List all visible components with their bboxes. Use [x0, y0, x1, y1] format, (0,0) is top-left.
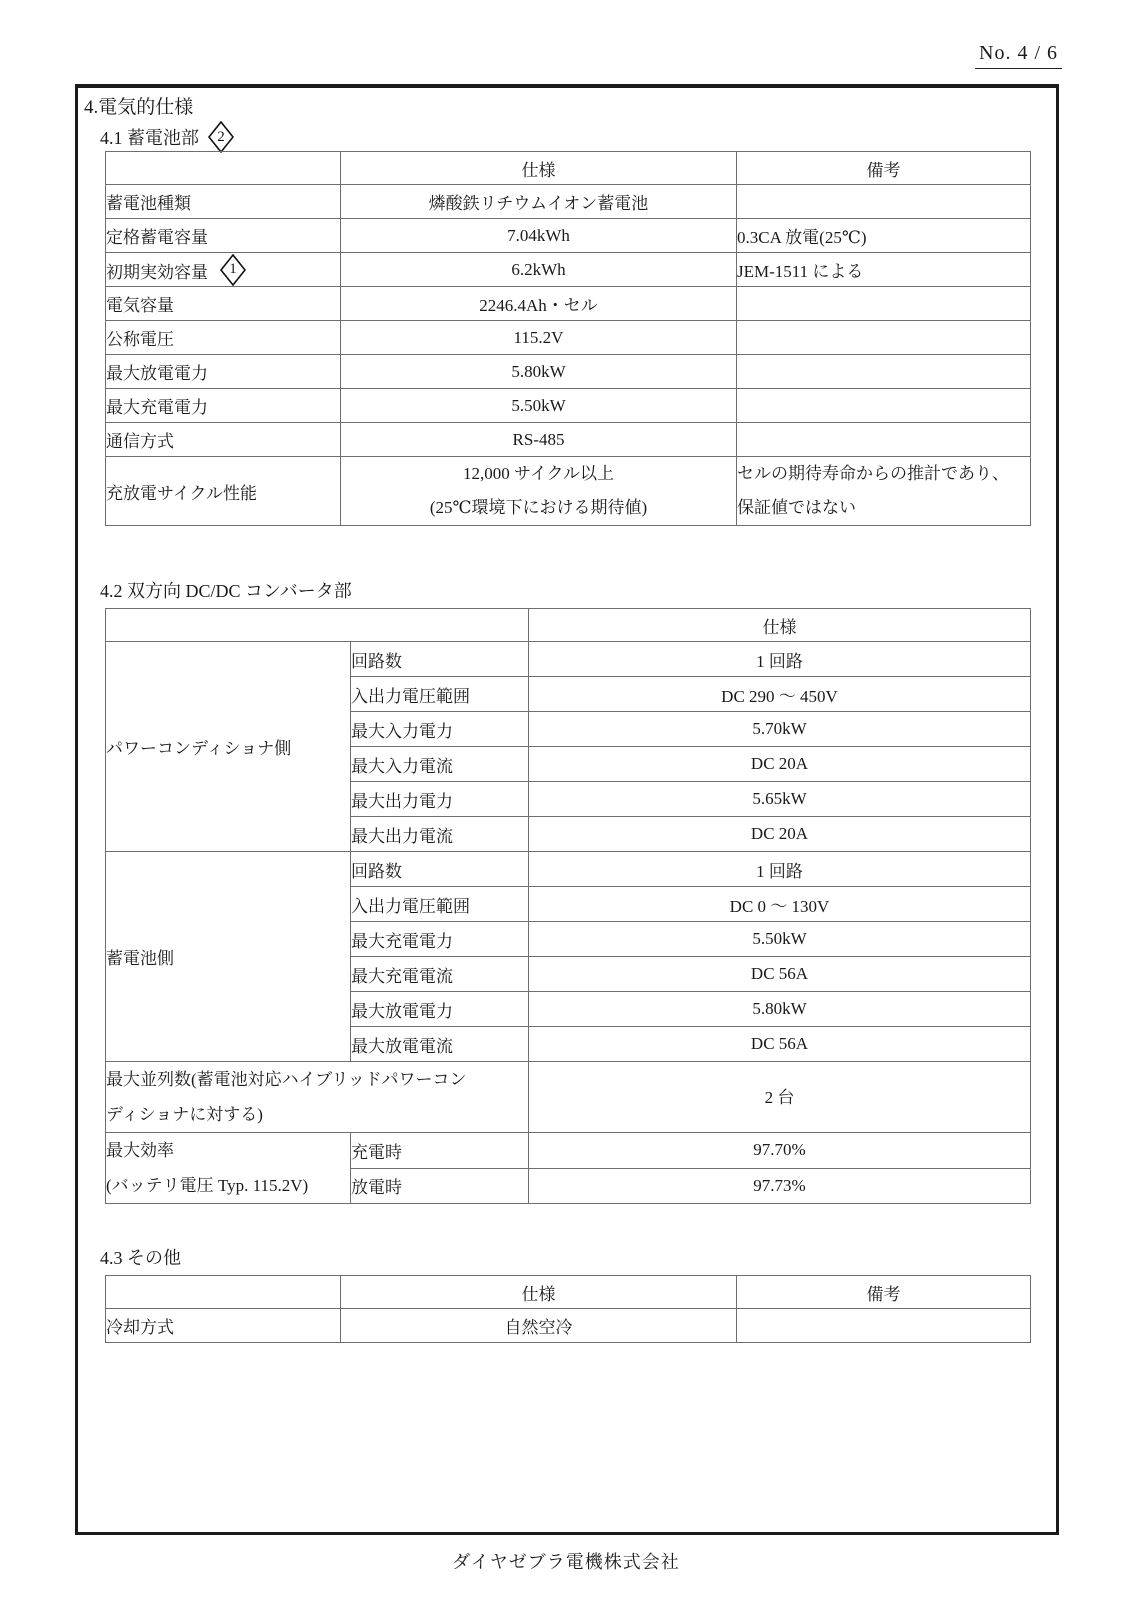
remark-cell: [737, 423, 1031, 457]
spec-cell: DC 56A: [529, 1027, 1031, 1062]
table-row: [106, 423, 1031, 457]
spec-cell: 6.2kWh: [341, 253, 737, 287]
spec-cell: 5.65kW: [529, 782, 1031, 817]
group-label-cell: [106, 1133, 351, 1204]
spec-cell: 97.70%: [529, 1133, 1031, 1169]
spec-cell: 1 回路: [529, 852, 1031, 887]
spec-cell: 5.50kW: [529, 922, 1031, 957]
label-cell: 冷却方式: [106, 1309, 341, 1343]
group-label-cell: 蓄電池側: [106, 852, 351, 1062]
remark-cell: 0.3CA 放電(25℃): [737, 219, 1031, 253]
label-cell: 最大出力電流: [351, 817, 529, 852]
table-header-row: [106, 1276, 1031, 1309]
header-remarks-cell: 備考: [737, 1276, 1031, 1309]
label-cell: 最大出力電力: [351, 782, 529, 817]
label-cell: 最大入力電力: [351, 712, 529, 747]
heading-4-2: 4.2 双方向 DC/DC コンバータ部: [100, 581, 352, 601]
dcdc-converter-spec-table: [105, 608, 1031, 1204]
spec-cell: 2246.4Ah・セル: [341, 287, 737, 321]
table-row: [106, 852, 1031, 887]
spec-cell: DC 290 ～ 450V: [529, 677, 1031, 712]
spec-cell: DC 20A: [529, 747, 1031, 782]
header-spec-cell: 仕様: [341, 152, 737, 185]
spec-cell: 5.80kW: [529, 992, 1031, 1027]
spec-cell: DC 20A: [529, 817, 1031, 852]
remark-cell: [737, 355, 1031, 389]
company-name-footer: ダイヤゼブラ電機株式会社: [452, 1552, 680, 1572]
label-cell: 最大放電電力: [106, 355, 341, 389]
header-empty-cell: [106, 1276, 341, 1309]
header-empty-cell: [106, 152, 341, 185]
table-row: [106, 321, 1031, 355]
table-row: [106, 1062, 1031, 1133]
spec-cell: [341, 457, 737, 526]
label-line-1: 最大並列数(蓄電池対応ハイブリッドパワーコン: [106, 1070, 467, 1089]
spec-line-2: (25℃環境下における期待値): [429, 498, 648, 517]
remark-cell: [737, 389, 1031, 423]
heading-4-1: [100, 121, 234, 153]
remark-cell: [737, 185, 1031, 219]
spec-cell: 1 回路: [529, 642, 1031, 677]
header-empty-cell: [106, 609, 529, 642]
label-cell: 放電時: [351, 1168, 529, 1204]
label-cell: 最大放電電流: [351, 1027, 529, 1062]
label-line-1: 最大効率: [106, 1141, 174, 1160]
spec-cell: DC 56A: [529, 957, 1031, 992]
label-cell: 通信方式: [106, 423, 341, 457]
label-cell: 蓄電池種類: [106, 185, 341, 219]
table-row: [106, 457, 1031, 526]
remark-cell: [737, 287, 1031, 321]
label-text: 初期実効容量: [106, 262, 208, 282]
spec-cell: 115.2V: [341, 321, 737, 355]
spec-cell: 燐酸鉄リチウムイオン蓄電池: [341, 185, 737, 219]
diamond-marker-2: [208, 121, 234, 153]
label-cell: 回路数: [351, 852, 529, 887]
table-row: [106, 185, 1031, 219]
table-row: [106, 1133, 1031, 1169]
spec-cell: [529, 1062, 1031, 1133]
label-line-2: (バッテリ電圧 Typ. 115.2V): [106, 1176, 309, 1195]
spec-cell: 97.73%: [529, 1168, 1031, 1204]
label-cell: [106, 253, 341, 287]
table-row: [106, 1309, 1031, 1343]
table-row: [106, 642, 1031, 677]
spec-cell: 自然空冷: [341, 1309, 737, 1343]
label-cell: 最大充電電流: [351, 957, 529, 992]
table-header-row: [106, 152, 1031, 185]
spec-cell: 5.50kW: [341, 389, 737, 423]
heading-4-3: 4.3 その他: [100, 1248, 181, 1268]
table-row: [106, 253, 1031, 287]
label-cell: 最大充電電力: [351, 922, 529, 957]
table-header-row: [106, 609, 1031, 642]
label-cell: 最大充電電力: [106, 389, 341, 423]
header-remarks-cell: 備考: [737, 152, 1031, 185]
remark-cell: [737, 1309, 1031, 1343]
heading-4-1-label: 4.1 蓄電池部: [100, 128, 199, 148]
label-cell: 入出力電圧範囲: [351, 677, 529, 712]
label-cell: 最大放電電力: [351, 992, 529, 1027]
label-cell: 定格蓄電容量: [106, 219, 341, 253]
spec-cell: 5.70kW: [529, 712, 1031, 747]
table-row: [106, 355, 1031, 389]
spec-cell: RS-485: [341, 423, 737, 457]
label-cell: 最大入力電流: [351, 747, 529, 782]
battery-spec-table: [105, 151, 1031, 526]
table-row: [106, 389, 1031, 423]
diamond-marker-2-number: 2: [217, 128, 225, 145]
spec-cell: 7.04kWh: [341, 219, 737, 253]
remark-cell: [737, 457, 1031, 526]
label-cell: 電気容量: [106, 287, 341, 321]
spec-cell: DC 0 ～ 130V: [529, 887, 1031, 922]
label-cell: 入出力電圧範囲: [351, 887, 529, 922]
label-cell: 充放電サイクル性能: [106, 457, 341, 526]
other-spec-table: [105, 1275, 1031, 1343]
spec-value: 2 台: [764, 1087, 795, 1107]
spec-line-1: 12,000 サイクル以上: [463, 464, 614, 483]
header-spec-cell: 仕様: [529, 609, 1031, 642]
label-cell: 公称電圧: [106, 321, 341, 355]
label-cell: 回路数: [351, 642, 529, 677]
remark-cell: JEM-1511 による: [737, 253, 1031, 287]
header-spec-cell: 仕様: [341, 1276, 737, 1309]
remark-line-1: セルの期待寿命からの推計であり、: [737, 464, 1009, 483]
group-label-cell: パワーコンディショナ側: [106, 642, 351, 852]
diamond-marker-1-number: 1: [229, 261, 237, 277]
table-row: [106, 287, 1031, 321]
label-line-2: ディショナに対する): [106, 1105, 263, 1124]
page-number: No. 4 / 6: [975, 42, 1062, 69]
remark-cell: [737, 321, 1031, 355]
diamond-marker-1: [220, 254, 246, 286]
remark-line-2: 保証値ではない: [737, 498, 856, 517]
label-cell: [106, 1062, 529, 1133]
section-title: 4.電気的仕様: [84, 97, 194, 118]
spec-cell: 5.80kW: [341, 355, 737, 389]
table-row: [106, 219, 1031, 253]
label-cell: 充電時: [351, 1133, 529, 1169]
